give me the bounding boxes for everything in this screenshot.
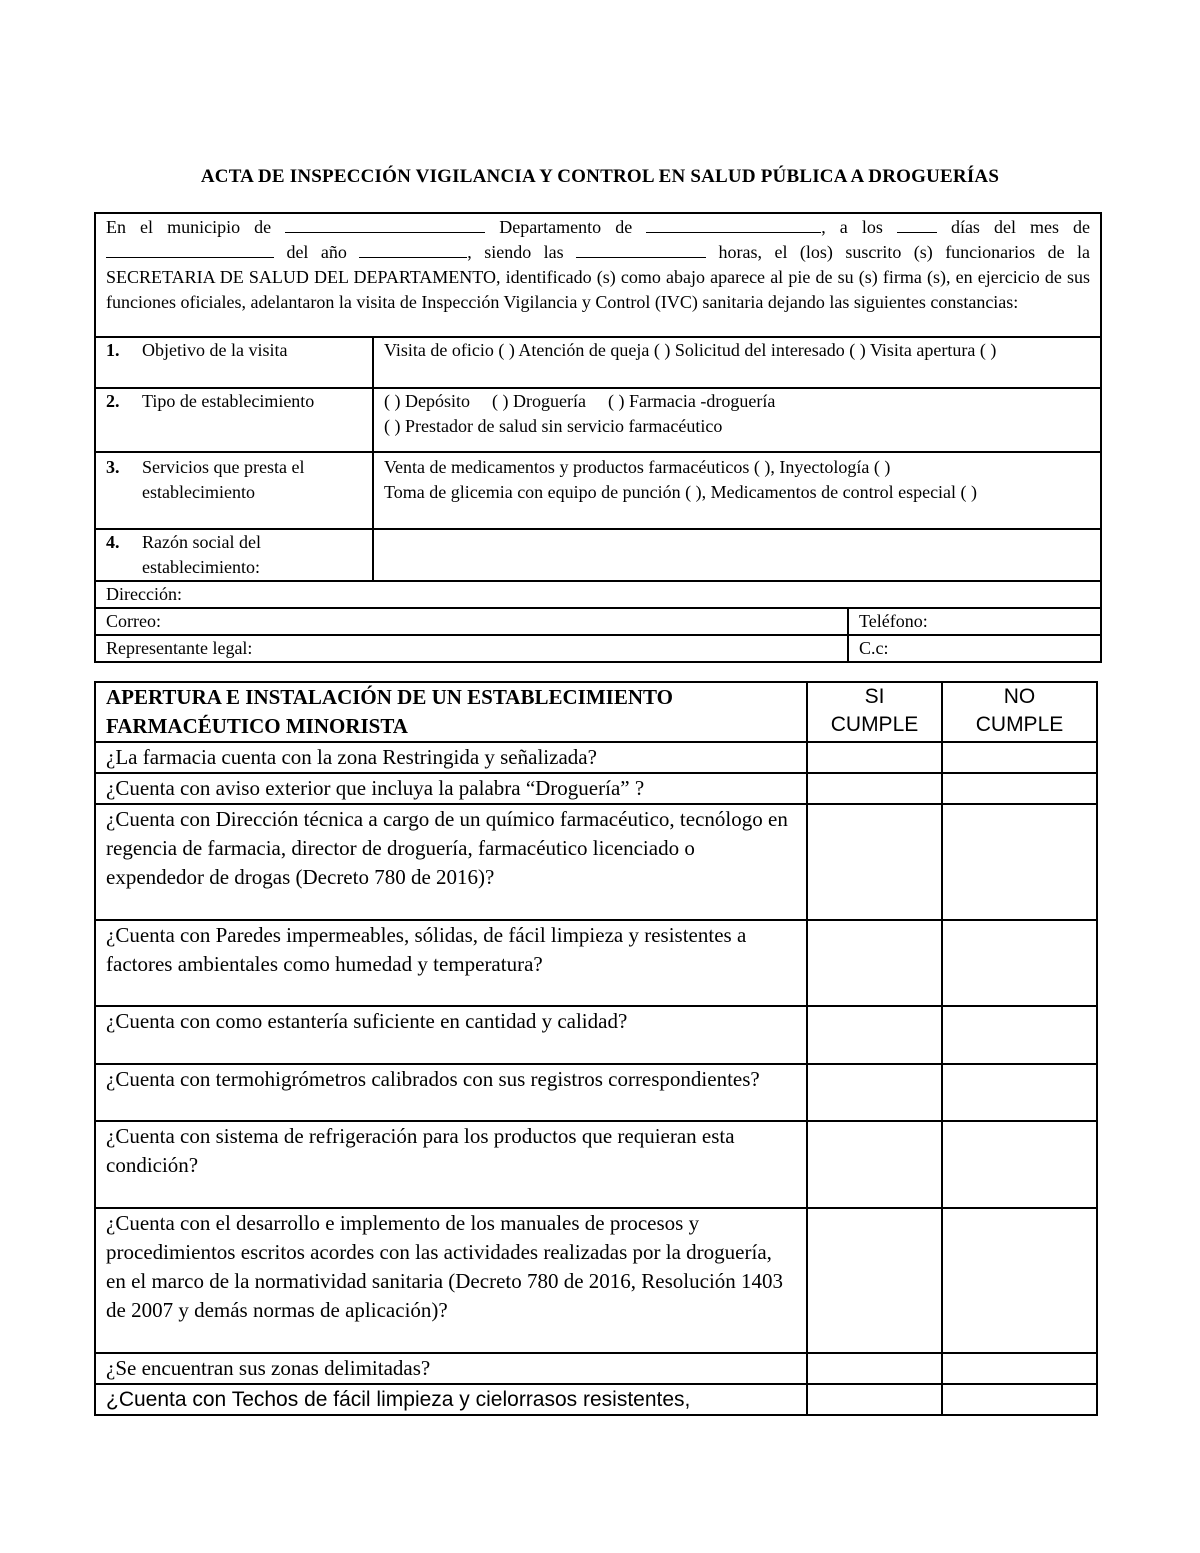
no-cumple-cell[interactable] xyxy=(942,1384,1097,1415)
si-cumple-cell[interactable] xyxy=(807,742,942,773)
checklist-question: ¿Se encuentran sus zonas delimitadas? xyxy=(95,1353,807,1384)
si-cumple-header xyxy=(807,682,942,742)
dias-field[interactable] xyxy=(897,216,937,233)
no-cumple-header xyxy=(942,682,1097,742)
row-value-cell[interactable] xyxy=(373,388,1101,452)
cc-field[interactable]: C.c: xyxy=(848,635,1101,662)
header-text: CUMPLE xyxy=(830,713,919,736)
row-number: 2. xyxy=(106,391,120,411)
razon-social-input[interactable] xyxy=(373,529,1101,581)
anio-field[interactable] xyxy=(359,241,467,258)
checklist-question: ¿Cuenta con termohigrómetros calibrados con sus registros correspondientes? xyxy=(95,1064,807,1121)
row-tipo xyxy=(95,388,1101,452)
mes-field[interactable] xyxy=(106,241,274,258)
row-label-cell xyxy=(95,388,373,452)
checklist-row xyxy=(95,1384,1097,1415)
intro-text: , siendo las xyxy=(467,242,564,262)
no-cumple-cell[interactable] xyxy=(942,1121,1097,1208)
visit-info-table xyxy=(94,212,1102,663)
checklist-question: ¿Cuenta con aviso exterior que incluya la palabra “Droguería” ? xyxy=(95,773,807,804)
no-cumple-cell[interactable] xyxy=(942,742,1097,773)
telefono-field[interactable]: Teléfono: xyxy=(848,608,1101,635)
si-cumple-cell[interactable] xyxy=(807,773,942,804)
intro-text: días del mes de xyxy=(950,217,1091,237)
row-value: Visita de oficio ( ) Atención de queja ( ) Solicitud del interesado ( ) Visita apertura ( ) xyxy=(384,340,997,360)
si-cumple-cell[interactable] xyxy=(807,920,942,1006)
si-cumple-cell[interactable] xyxy=(807,1121,942,1208)
checklist-header-row xyxy=(95,682,1097,742)
checklist-row xyxy=(95,1064,1097,1121)
row-label: Razón social del establecimiento: xyxy=(142,532,261,577)
checklist-question: ¿Cuenta con Dirección técnica a cargo de un químico farmacéutico, tecnólogo en regencia de farmacia, director de droguería, farmacéutico licenciado o expendedor de drogas (Decreto 780 de 2016)? xyxy=(95,804,807,920)
option-prestador[interactable]: ( ) Prestador de salud sin servicio farmacéutico xyxy=(384,416,723,436)
row-label: Tipo de establecimiento xyxy=(142,391,315,411)
row-label-cell xyxy=(95,337,373,388)
no-cumple-cell[interactable] xyxy=(942,1353,1097,1384)
row-label-cell xyxy=(95,529,373,581)
no-cumple-cell[interactable] xyxy=(942,1208,1097,1353)
no-cumple-cell[interactable] xyxy=(942,920,1097,1006)
checklist-row xyxy=(95,773,1097,804)
row-servicios xyxy=(95,452,1101,529)
checklist-row xyxy=(95,1353,1097,1384)
no-cumple-cell[interactable] xyxy=(942,804,1097,920)
si-cumple-cell[interactable] xyxy=(807,1384,942,1415)
document-title: ACTA DE INSPECCIÓN VIGILANCIA Y CONTROL EN SALUD PÚBLICA A DROGUERÍAS xyxy=(200,166,1000,187)
intro-text: , a los xyxy=(821,217,883,237)
checklist-row xyxy=(95,1121,1097,1208)
checklist-table xyxy=(94,681,1098,1416)
option-deposito[interactable]: ( ) Depósito xyxy=(384,391,470,411)
direccion-field[interactable]: Dirección: xyxy=(95,581,1101,608)
row-value: Toma de glicemia con equipo de punción ( ), Medicamentos de control especial ( ) xyxy=(384,482,978,502)
no-cumple-cell[interactable] xyxy=(942,1064,1097,1121)
checklist-question: ¿Cuenta con Paredes impermeables, sólidas, de fácil limpieza y resistentes a factores ambientales como humedad y temperatura? xyxy=(95,920,807,1006)
si-cumple-cell[interactable] xyxy=(807,1208,942,1353)
checklist-row xyxy=(95,1208,1097,1353)
row-value: Venta de medicamentos y productos farmacéuticos ( ), Inyectología ( ) xyxy=(384,457,891,477)
municipio-field[interactable] xyxy=(285,216,485,233)
si-cumple-cell[interactable] xyxy=(807,804,942,920)
row-value-cell[interactable] xyxy=(373,337,1101,388)
intro-text: Departamento de xyxy=(499,217,633,237)
checklist-question: ¿La farmacia cuenta con la zona Restringida y señalizada? xyxy=(95,742,807,773)
row-number: 3. xyxy=(106,457,120,477)
checklist-question: ¿Cuenta con el desarrollo e implemento de los manuales de procesos y procedimientos escritos acordes con las actividades realizadas por la droguería, en el marco de la normatividad sanitaria (Decreto 780 de 2016, Resolución 1403 de 2007 y demás normas de aplicación)? xyxy=(95,1208,807,1353)
header-text: SI xyxy=(864,685,885,708)
no-cumple-cell[interactable] xyxy=(942,773,1097,804)
checklist-row xyxy=(95,742,1097,773)
option-drogueria[interactable]: ( ) Droguería xyxy=(491,391,586,411)
si-cumple-cell[interactable] xyxy=(807,1064,942,1121)
row-number: 1. xyxy=(106,340,120,360)
row-label: Servicios que presta el establecimiento xyxy=(142,457,305,502)
checklist-row xyxy=(95,1006,1097,1064)
correo-field[interactable]: Correo: xyxy=(95,608,848,635)
checklist-header: APERTURA E INSTALACIÓN DE UN ESTABLECIMIENTO FARMACÉUTICO MINORISTA xyxy=(95,682,807,742)
header-text: NO xyxy=(1003,685,1036,708)
si-cumple-cell[interactable] xyxy=(807,1353,942,1384)
checklist-question: ¿Cuenta con Techos de fácil limpieza y cielorrasos resistentes, xyxy=(95,1384,807,1415)
row-value-cell[interactable] xyxy=(373,452,1101,529)
checklist-question: ¿Cuenta con sistema de refrigeración para los productos que requieran esta condición? xyxy=(95,1121,807,1208)
si-cumple-cell[interactable] xyxy=(807,1006,942,1064)
row-label: Objetivo de la visita xyxy=(142,340,288,360)
checklist-row xyxy=(95,920,1097,1006)
intro-text: horas, el (los) suscrito (s) funcionarios de la SECRETARIA DE SALUD DEL DEPARTAMENTO, identificado (s) como abajo aparece al pie de su (s) firma (s), en ejercicio de sus funciones oficiales, adelantaron la visita de Inspección Vigilancia y Control (IVC) sanitaria dejando las siguientes constancias: xyxy=(106,242,1091,312)
intro-text: En el municipio de xyxy=(106,217,272,237)
row-label-cell xyxy=(95,452,373,529)
header-text: CUMPLE xyxy=(975,713,1064,736)
option-farmacia-drogueria[interactable]: ( ) Farmacia -droguería xyxy=(607,391,776,411)
representante-field[interactable]: Representante legal: xyxy=(95,635,848,662)
checklist-row xyxy=(95,804,1097,920)
horas-field[interactable] xyxy=(576,241,706,258)
departamento-field[interactable] xyxy=(646,216,821,233)
row-objetivo xyxy=(95,337,1101,388)
row-razon-social xyxy=(95,529,1101,581)
no-cumple-cell[interactable] xyxy=(942,1006,1097,1064)
row-number: 4. xyxy=(106,532,120,552)
intro-text: del año xyxy=(286,242,347,262)
intro-paragraph xyxy=(95,213,1101,337)
checklist-question: ¿Cuenta con como estantería suficiente en cantidad y calidad? xyxy=(95,1006,807,1064)
